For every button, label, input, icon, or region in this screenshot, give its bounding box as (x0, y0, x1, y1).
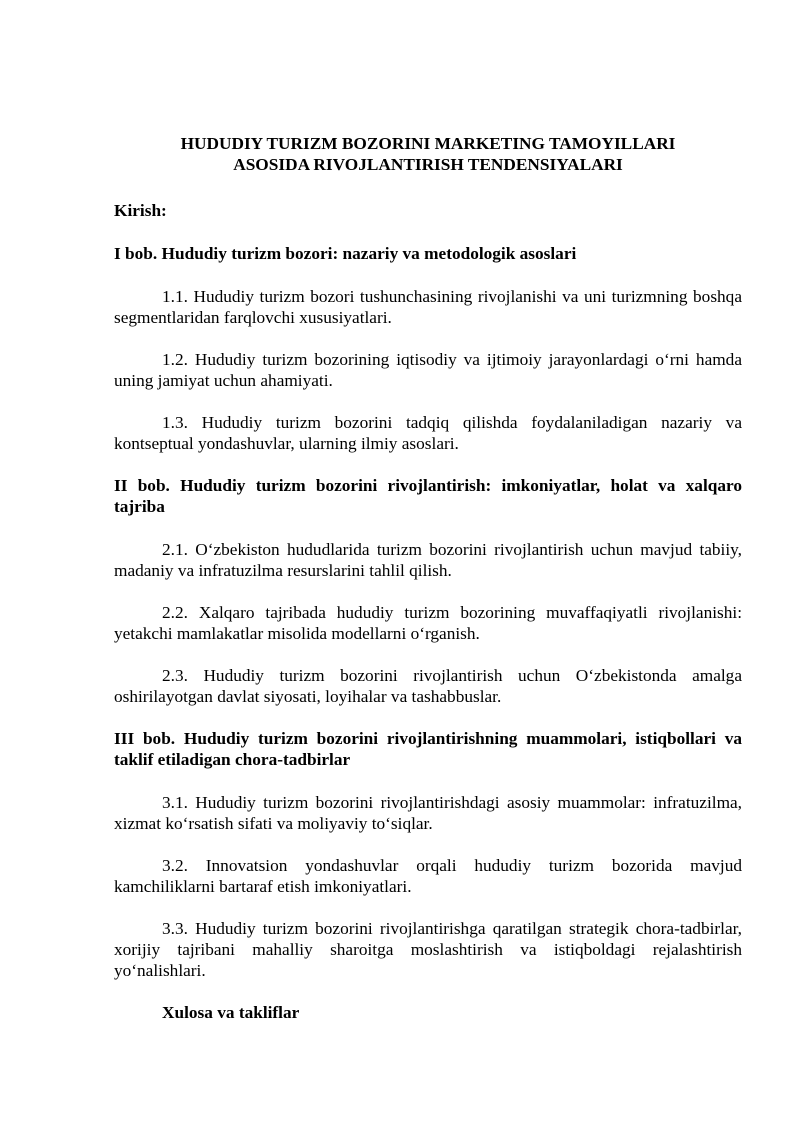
section-2-1: 2.1. O‘zbekiston hududlarida turizm bozorini rivojlantirish uchun mavjud tabiiy, madaniy va infratuzilma resurslarini tahlil qilish. (114, 540, 742, 580)
section-3-3: 3.3. Hududiy turizm bozorini rivojlantirishga qaratilgan strategik chora-tadbirlar, xorijiy tajribani mahalliy sharoitga moslashtirish va istiqboldagi rejalashtirish yo‘nalishlari. (114, 919, 742, 980)
section-1-2: 1.2. Hududiy turizm bozorining iqtisodiy va ijtimoiy jarayonlardagi o‘rni hamda uning jamiyat uchun ahamiyati. (114, 350, 742, 390)
section-3-2: 3.2. Innovatsion yondashuvlar orqali hududiy turizm bozorida mavjud kamchiliklarni bartaraf etish imkoniyatlari. (114, 856, 742, 896)
section-1-1: 1.1. Hududiy turizm bozori tushunchasining rivojlanishi va uni turizmning boshqa segmentlaridan farqlovchi xususiyatlari. (114, 287, 742, 327)
section-2-3: 2.3. Hududiy turizm bozorini rivojlantirish uchun O‘zbekistonda amalga oshirilayotgan davlat siyosati, loyihalar va tashabbuslar. (114, 666, 742, 706)
chapter-3-heading: III bob. Hududiy turizm bozorini rivojlantirishning muammolari, istiqbollari va taklif etiladigan chora-tadbirlar (114, 729, 742, 769)
title-line-2: ASOSIDA RIVOJLANTIRISH TENDENSIYALARI (233, 155, 623, 174)
document-page (114, 133, 742, 1023)
document-title (114, 133, 742, 175)
section-2-2: 2.2. Xalqaro tajribada hududiy turizm bozorining muvaffaqiyatli rivojlanishi: yetakchi mamlakatlar misolida modellarni o‘rganish. (114, 603, 742, 643)
chapter-1-heading: I bob. Hududiy turizm bozori: nazariy va metodologik asoslari (114, 244, 577, 263)
section-1-3: 1.3. Hududiy turizm bozorini tadqiq qilishda foydalaniladigan nazariy va kontseptual yondashuvlar, ularning ilmiy asoslari. (114, 413, 742, 453)
section-3-1: 3.1. Hududiy turizm bozorini rivojlantirishdagi asosiy muammolar: infratuzilma, xizmat ko‘rsatish sifati va moliyaviy to‘siqlar. (114, 793, 742, 833)
chapter-2-heading: II bob. Hududiy turizm bozorini rivojlantirish: imkoniyatlar, holat va xalqaro tajriba (114, 476, 742, 516)
title-line-1: HUDUDIY TURIZM BOZORINI MARKETING TAMOYILLARI (180, 134, 676, 153)
intro-heading: Kirish: (114, 201, 167, 220)
conclusion-heading: Xulosa va takliflar (162, 1003, 300, 1022)
